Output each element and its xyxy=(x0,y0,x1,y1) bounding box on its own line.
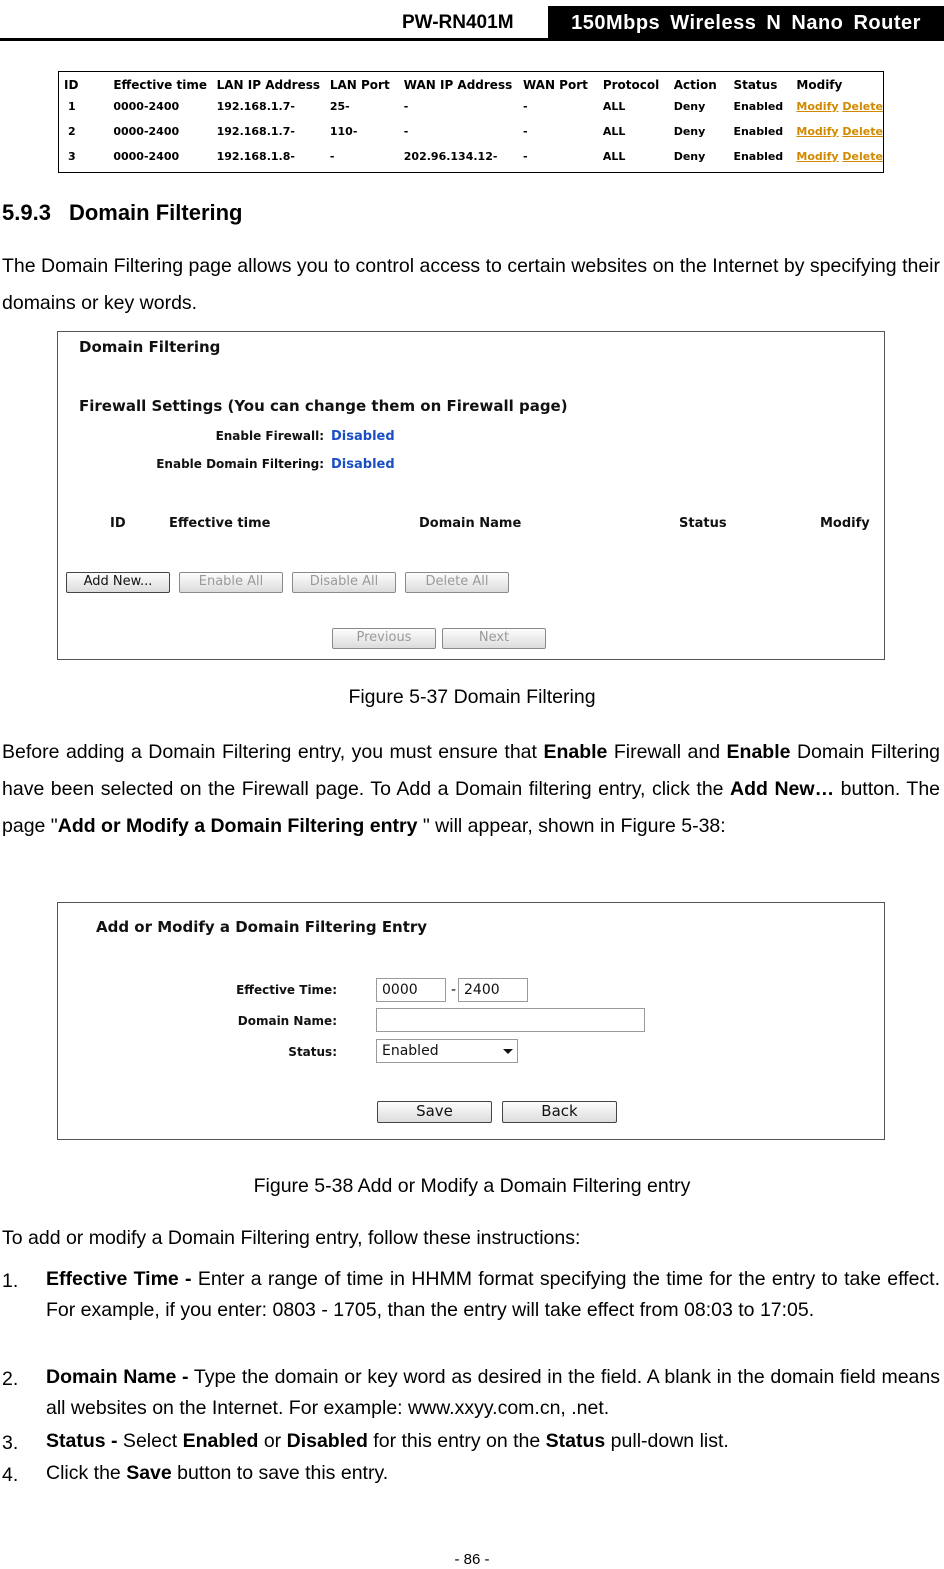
cell-wan-ip: - xyxy=(403,100,409,113)
cell-time: 0000-2400 xyxy=(113,150,180,163)
step-status xyxy=(46,1426,940,1457)
previous-button[interactable]: Previous xyxy=(332,628,436,649)
cell-wan-port: - xyxy=(522,100,528,113)
section-intro: The Domain Filtering page allows you to control access to certain websites on the Internet by specifying their domains or key words. xyxy=(2,255,940,314)
cell-modify xyxy=(796,94,883,119)
text: Select xyxy=(117,1430,183,1452)
cell-lan-port: 110- xyxy=(329,125,358,138)
modify-link[interactable]: Modify xyxy=(796,125,839,138)
bold-text: Status - xyxy=(46,1430,118,1452)
bold-text: Save xyxy=(126,1462,172,1484)
cell-wan-port: - xyxy=(522,125,528,138)
bold-text: Effective Time - xyxy=(46,1268,192,1290)
text: Firewall and xyxy=(607,741,727,763)
bold-text: Enable xyxy=(726,741,791,763)
modify-link[interactable]: Modify xyxy=(796,100,839,113)
cell-id: 3 xyxy=(68,150,76,163)
cell-action: Deny xyxy=(673,125,706,138)
text: or xyxy=(258,1430,287,1452)
cell-status: Enabled xyxy=(733,125,784,138)
header-model: PW-RN401M xyxy=(402,12,514,33)
panel-title: Add or Modify a Domain Filtering Entry xyxy=(96,918,428,936)
time-separator: - xyxy=(451,982,457,998)
table-row xyxy=(59,119,883,144)
col-status: Status xyxy=(679,516,727,531)
section-number: 5.9.3 xyxy=(2,200,51,225)
text: pull-down list. xyxy=(605,1430,729,1452)
chevron-down-icon xyxy=(503,1049,513,1054)
effective-time-label: Effective Time: xyxy=(236,983,337,997)
modify-link[interactable]: Modify xyxy=(796,150,839,163)
time-start-input[interactable]: 0000 xyxy=(376,978,446,1002)
cell-modify xyxy=(796,119,883,144)
page-number: - 86 - xyxy=(454,1551,490,1568)
delete-link[interactable]: Delete xyxy=(842,100,883,113)
cell-lan-port: - xyxy=(329,150,335,163)
bold-text: Status xyxy=(545,1430,606,1452)
domain-name-input[interactable] xyxy=(376,1008,645,1032)
status-label: Status: xyxy=(288,1045,337,1059)
cell-lan-ip: 192.168.1.8- xyxy=(216,150,295,163)
cell-protocol: ALL xyxy=(602,100,626,113)
cell-lan-ip: 192.168.1.7- xyxy=(216,100,295,113)
disable-all-button[interactable]: Disable All xyxy=(292,572,396,593)
cell-status: Enabled xyxy=(733,100,784,113)
firewall-settings-heading: Firewall Settings (You can change them on Firewall page) xyxy=(79,397,568,415)
save-button[interactable]: Save xyxy=(377,1101,492,1123)
text: for this entry on the xyxy=(367,1430,546,1452)
col-lan-port: LAN Port xyxy=(329,78,390,92)
header-title: 150Mbps Wireless N Nano Router xyxy=(548,6,944,40)
col-status: Status xyxy=(733,78,778,92)
step-save xyxy=(46,1458,940,1489)
enable-firewall-label: Enable Firewall: xyxy=(215,429,324,443)
text: Click the xyxy=(46,1462,127,1484)
text: Enter a range of time in HHMM format specifying the time for the entry to take effect. For example, if you enter: 0803 - 1705, than the entry will take effect from 08:03 to 17:05. xyxy=(46,1268,941,1321)
section-heading xyxy=(2,200,243,226)
col-effective-time: Effective time xyxy=(113,78,207,92)
bold-text: Disabled xyxy=(286,1430,368,1452)
back-button[interactable]: Back xyxy=(502,1101,617,1123)
enable-domain-filtering-label: Enable Domain Filtering: xyxy=(156,457,324,471)
bold-text: Add or Modify a Domain Filtering entry xyxy=(57,815,418,837)
cell-wan-ip: 202.96.134.12- xyxy=(403,150,498,163)
cell-action: Deny xyxy=(673,150,706,163)
cell-protocol: ALL xyxy=(602,125,626,138)
cell-time: 0000-2400 xyxy=(113,100,180,113)
col-id: ID xyxy=(110,516,126,531)
cell-wan-ip: - xyxy=(403,125,409,138)
step-number: 2. xyxy=(2,1368,19,1390)
col-lan-ip: LAN IP Address xyxy=(216,78,321,92)
text: button. The page " xyxy=(2,778,941,837)
bold-text: Enabled xyxy=(182,1430,259,1452)
col-protocol: Protocol xyxy=(602,78,660,92)
firewall-rules-table xyxy=(58,71,884,173)
header-rule xyxy=(0,38,944,41)
col-wan-port: WAN Port xyxy=(522,78,588,92)
step-number: 4. xyxy=(2,1464,19,1486)
cell-id: 1 xyxy=(68,100,76,113)
enable-firewall-value: Disabled xyxy=(331,429,395,444)
bold-text: Domain Name - xyxy=(46,1366,189,1388)
col-domain-name: Domain Name xyxy=(419,516,522,531)
time-end-input[interactable]: 2400 xyxy=(458,978,528,1002)
text: Domain Filtering have been selected on the Firewall page. To Add a Domain filtering entry, click the xyxy=(2,741,941,800)
next-button[interactable]: Next xyxy=(442,628,546,649)
cell-time: 0000-2400 xyxy=(113,125,180,138)
col-action: Action xyxy=(673,78,717,92)
cell-status: Enabled xyxy=(733,150,784,163)
step-domain-name xyxy=(46,1362,940,1424)
table-header-row xyxy=(59,76,883,94)
status-selected-value: Enabled xyxy=(382,1043,439,1059)
domain-name-label: Domain Name: xyxy=(237,1014,337,1028)
delete-link[interactable]: Delete xyxy=(842,125,883,138)
add-new-button[interactable]: Add New... xyxy=(66,572,170,593)
col-wan-ip: WAN IP Address xyxy=(403,78,513,92)
figure-caption: Figure 5-37 Domain Filtering xyxy=(348,686,596,708)
bold-text: Add New… xyxy=(730,778,835,800)
cell-lan-port: 25- xyxy=(329,100,350,113)
delete-all-button[interactable]: Delete All xyxy=(405,572,509,593)
text: " will appear, shown in Figure 5-38: xyxy=(417,815,726,837)
cell-modify xyxy=(796,144,883,169)
col-id: ID xyxy=(64,78,79,92)
cell-wan-port: - xyxy=(522,150,528,163)
figure-caption: Figure 5-38 Add or Modify a Domain Filtering entry xyxy=(253,1175,691,1197)
add-modify-panel xyxy=(57,902,885,1140)
enable-all-button[interactable]: Enable All xyxy=(179,572,283,593)
enable-domain-filtering-value: Disabled xyxy=(331,457,395,472)
table-row xyxy=(59,144,883,169)
text: button to save this entry. xyxy=(171,1462,389,1484)
cell-lan-ip: 192.168.1.7- xyxy=(216,125,295,138)
bold-text: Enable xyxy=(543,741,608,763)
paragraph-before-adding xyxy=(2,734,940,845)
cell-protocol: ALL xyxy=(602,150,626,163)
cell-action: Deny xyxy=(673,100,706,113)
cell-id: 2 xyxy=(68,125,76,138)
step-number: 3. xyxy=(2,1432,19,1454)
domain-filtering-panel xyxy=(57,331,885,660)
instructions-intro: To add or modify a Domain Filtering entry, follow these instructions: xyxy=(2,1227,581,1249)
col-modify: Modify xyxy=(796,78,843,92)
delete-link[interactable]: Delete xyxy=(842,150,883,163)
status-select[interactable] xyxy=(376,1039,518,1063)
table-row xyxy=(59,94,883,119)
text: Before adding a Domain Filtering entry, you must ensure that xyxy=(2,741,544,763)
text: Type the domain or key word as desired in the field. A blank in the domain field means all websites on the Internet. For example: www.xxyy.com.cn, .net. xyxy=(46,1366,941,1419)
section-title: Domain Filtering xyxy=(68,200,243,225)
step-effective-time xyxy=(46,1264,940,1326)
col-effective-time: Effective time xyxy=(169,516,271,531)
panel-title: Domain Filtering xyxy=(79,338,221,356)
step-number: 1. xyxy=(2,1270,19,1292)
col-modify: Modify xyxy=(820,516,870,531)
